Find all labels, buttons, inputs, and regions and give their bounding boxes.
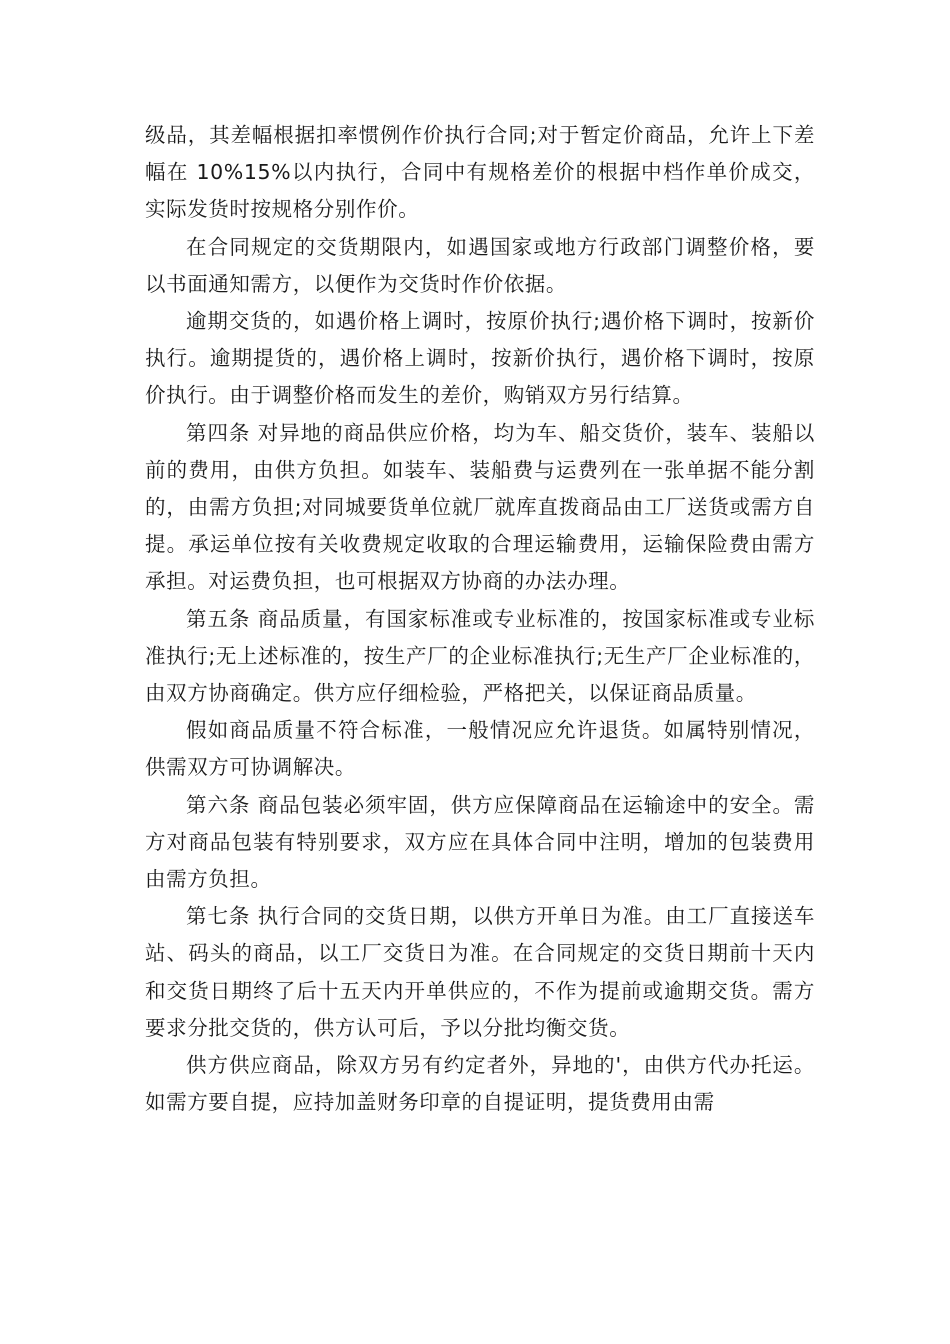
paragraph: 在合同规定的交货期限内，如遇国家或地方行政部门调整价格，要以书面通知需方，以便作为交货时作价依据。	[145, 234, 815, 296]
paragraph: 假如商品质量不符合标准，一般情况应允许退货。如属特别情况，供需双方可协调解决。	[145, 718, 815, 780]
paragraph: 供方供应商品，除双方另有约定者外，异地的'，由供方代办托运。如需方要自提，应持加盖财务印章的自提证明，提货费用由需	[145, 1053, 815, 1115]
paragraph-article-5: 第五条 商品质量，有国家标准或专业标准的，按国家标准或专业标准执行;无上述标准的，按生产厂的企业标准执行;无生产厂企业标准的，由双方协商确定。供方应仔细检验，严格把关，以保证商品质量。	[145, 606, 815, 706]
document-body	[145, 117, 815, 1121]
paragraph-article-6: 第六条 商品包装必须牢固，供方应保障商品在运输途中的安全。需方对商品包装有特别要求，双方应在具体合同中注明，增加的包装费用由需方负担。	[145, 792, 815, 892]
paragraph-article-4: 第四条 对异地的商品供应价格，均为车、船交货价，装车、装船以前的费用，由供方负担。如装车、装船费与运费列在一张单据不能分割的，由需方负担;对同城要货单位就厂就库直拨商品由工厂送货或需方自提。承运单位按有关收费规定收取的合理运输费用，运输保险费由需方承担。对运费负担，也可根据双方协商的办法办理。	[145, 420, 815, 594]
paragraph: 逾期交货的，如遇价格上调时，按原价执行;遇价格下调时，按新价执行。逾期提货的，遇价格上调时，按新价执行，遇价格下调时，按原价执行。由于调整价格而发生的差价，购销双方另行结算。	[145, 309, 815, 408]
paragraph-article-7: 第七条 执行合同的交货日期，以供方开单日为准。由工厂直接送车站、码头的商品，以工厂交货日为准。在合同规定的交货日期前十天内和交货日期终了后十五天内开单供应的，不作为提前或逾期交货。需方要求分批交货的，供方认可后，予以分批均衡交货。	[145, 904, 815, 1040]
paragraph: 级品，其差幅根据扣率惯例作价执行合同;对于暂定价商品，允许上下差幅在 10%15%以内执行，合同中有规格差价的根据中档作单价成交，实际发货时按规格分别作价。	[145, 123, 815, 222]
